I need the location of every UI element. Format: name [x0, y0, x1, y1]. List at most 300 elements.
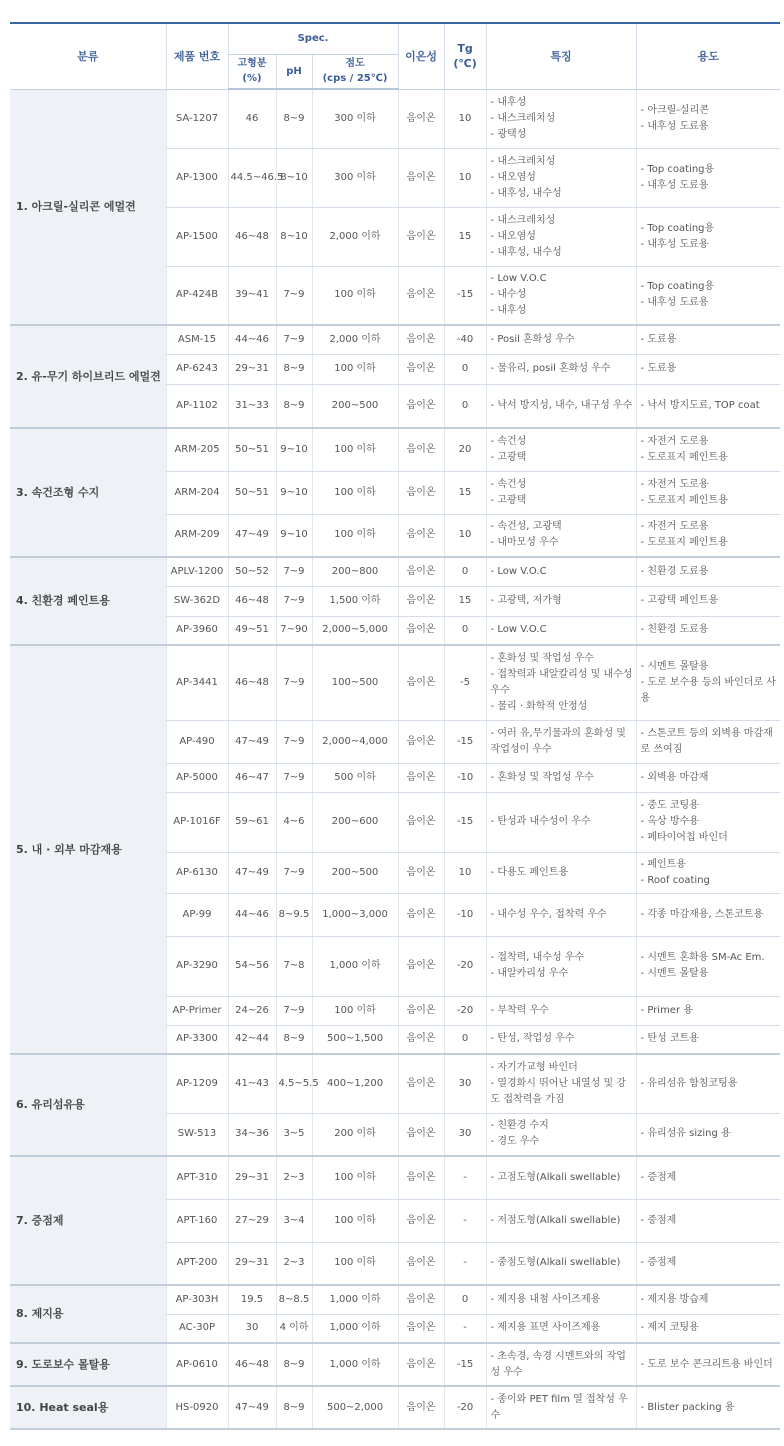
header-features: 특징 — [486, 23, 636, 89]
ionic-cell: 음이온 — [398, 1156, 444, 1199]
header-solids — [228, 54, 276, 89]
tg-cell: 10 — [444, 852, 486, 893]
features-line: - 다용도 페인트용 — [490, 866, 569, 878]
ph-cell: 7~9 — [276, 996, 312, 1025]
tg-cell: -10 — [444, 763, 486, 792]
ph-cell: 8~8.5 — [276, 1285, 312, 1314]
features-line: - 광택성 — [490, 128, 527, 140]
features-line: - Low V.O.C — [490, 624, 547, 636]
ph-cell: 7~9 — [276, 325, 312, 354]
product-no-cell: AP-6243 — [166, 354, 228, 384]
table-row — [10, 1054, 780, 1113]
features-line: - 내스크레치성 — [490, 112, 556, 124]
tg-cell: 0 — [444, 557, 486, 586]
tg-cell: 0 — [444, 354, 486, 384]
product-no-cell: HS-0920 — [166, 1386, 228, 1429]
usage-line: - 내후성 도료용 — [640, 179, 709, 191]
usage-cell — [636, 893, 780, 936]
usage-line: - 외벽용 마감재 — [640, 771, 709, 783]
features-line: - 낙서 방지성, 내수, 내구성 우수 — [490, 399, 633, 411]
table-row — [10, 1285, 780, 1314]
product-no-cell: ARM-205 — [166, 428, 228, 471]
usage-line: - 친환경 도료용 — [640, 565, 709, 577]
tg-cell: 15 — [444, 471, 486, 514]
header-tg-unit: (℃) — [453, 57, 477, 71]
ionic-cell: 음이온 — [398, 763, 444, 792]
ionic-cell: 음이온 — [398, 471, 444, 514]
ph-cell: 7~9 — [276, 586, 312, 616]
features-cell — [486, 586, 636, 616]
table-body — [10, 89, 780, 1429]
features-line: - 탄성과 내수성이 우수 — [490, 816, 591, 827]
solids-cell: 44~46 — [228, 325, 276, 354]
ionic-cell: 음이온 — [398, 1343, 444, 1386]
ionic-cell: 음이온 — [398, 207, 444, 266]
product-no-cell: APT-160 — [166, 1199, 228, 1242]
product-no-cell: AP-490 — [166, 720, 228, 763]
usage-line: - 자전거 도로용 — [640, 435, 709, 447]
solids-cell: 47~49 — [228, 1386, 276, 1429]
solids-cell: 42~44 — [228, 1025, 276, 1054]
features-cell — [486, 616, 636, 645]
ionic-cell: 음이온 — [398, 1025, 444, 1054]
tg-cell: 20 — [444, 428, 486, 471]
features-cell — [486, 1113, 636, 1156]
category-cell: 7. 증점제 — [10, 1156, 166, 1285]
usage-cell — [636, 1156, 780, 1199]
product-no-cell: AP-1300 — [166, 148, 228, 207]
product-no-cell: AP-5000 — [166, 763, 228, 792]
usage-line: - Top coating용 — [640, 163, 715, 175]
category-cell: 10. Heat seal용 — [10, 1386, 166, 1429]
category-cell: 6. 유리섬유용 — [10, 1054, 166, 1156]
ph-cell: 8~9 — [276, 384, 312, 428]
category-cell: 3. 속건조형 수지 — [10, 428, 166, 557]
product-no-cell: AP-303H — [166, 1285, 228, 1314]
usage-line: - 증점제 — [640, 1171, 677, 1183]
usage-line: - 도료용 — [640, 333, 677, 345]
header-tg-label: Tg — [457, 42, 473, 56]
features-cell — [486, 384, 636, 428]
features-cell — [486, 266, 636, 325]
features-cell — [486, 996, 636, 1025]
features-line: - 내후성, 내수성 — [490, 187, 562, 199]
product-no-cell: AP-424B — [166, 266, 228, 325]
tg-cell: -40 — [444, 325, 486, 354]
table-row — [10, 325, 780, 354]
product-no-cell: APLV-1200 — [166, 557, 228, 586]
table-header — [10, 23, 780, 89]
features-cell — [486, 354, 636, 384]
header-ph: pH — [276, 54, 312, 89]
ionic-cell: 음이온 — [398, 148, 444, 207]
ph-cell: 8~9 — [276, 1386, 312, 1429]
ionic-cell: 음이온 — [398, 1054, 444, 1113]
solids-cell: 24~26 — [228, 996, 276, 1025]
ionic-cell: 음이온 — [398, 428, 444, 471]
usage-line: - 내후성 도료용 — [640, 238, 709, 250]
usage-cell — [636, 557, 780, 586]
features-line: - 내후성, 내수성 — [490, 246, 562, 258]
solids-cell: 44~46 — [228, 893, 276, 936]
features-line: - 혼화성 및 작업성 우수 — [490, 652, 594, 664]
viscosity-cell: 2,000~4,000 — [312, 720, 398, 763]
product-spec-table — [10, 22, 780, 1430]
product-no-cell: AP-1209 — [166, 1054, 228, 1113]
tg-cell: -10 — [444, 893, 486, 936]
usage-cell — [636, 763, 780, 792]
table-row — [10, 1343, 780, 1386]
usage-line: - 자전거 도로용 — [640, 478, 709, 490]
tg-cell: 30 — [444, 1113, 486, 1156]
ionic-cell: 음이온 — [398, 1285, 444, 1314]
tg-cell: - — [444, 1156, 486, 1199]
usage-cell — [636, 720, 780, 763]
ionic-cell: 음이온 — [398, 89, 444, 148]
ph-cell: 9~10 — [276, 514, 312, 557]
usage-cell — [636, 586, 780, 616]
tg-cell: -20 — [444, 1386, 486, 1429]
tg-cell: 10 — [444, 148, 486, 207]
features-line: - 내스크레치성 — [490, 155, 556, 167]
product-no-cell: AP-3300 — [166, 1025, 228, 1054]
solids-cell: 46 — [228, 89, 276, 148]
usage-line: - 내후성 도료용 — [640, 297, 709, 309]
usage-cell — [636, 1285, 780, 1314]
features-line: - 제지용 표면 사이즈제용 — [490, 1322, 601, 1334]
solids-cell: 30 — [228, 1314, 276, 1343]
usage-line: - 낙서 방지도료, TOP coat — [640, 399, 760, 411]
usage-line: - 시멘트 혼화용 SM-Ac Em. — [640, 952, 765, 963]
solids-cell: 29~31 — [228, 354, 276, 384]
usage-line: - 도로표지 페인트용 — [640, 451, 728, 463]
ionic-cell: 음이온 — [398, 1199, 444, 1242]
solids-cell: 50~51 — [228, 471, 276, 514]
viscosity-cell: 200~600 — [312, 792, 398, 852]
solids-cell: 49~51 — [228, 616, 276, 645]
usage-line: - 각종 마감재용, 스톤코트용 — [640, 908, 764, 920]
usage-cell — [636, 1343, 780, 1386]
features-line: - 고광택 — [490, 451, 527, 463]
ionic-cell: 음이온 — [398, 586, 444, 616]
ph-cell: 7~9 — [276, 720, 312, 763]
features-cell — [486, 89, 636, 148]
features-line: - 물유리, posil 혼화성 우수 — [490, 363, 611, 374]
usage-cell — [636, 266, 780, 325]
solids-cell: 31~33 — [228, 384, 276, 428]
usage-line: - 친환경 도료용 — [640, 624, 709, 636]
features-cell — [486, 471, 636, 514]
solids-cell: 27~29 — [228, 1199, 276, 1242]
ph-cell: 8~10 — [276, 148, 312, 207]
usage-line: - 제지용 방습제 — [640, 1293, 709, 1305]
solids-cell: 29~31 — [228, 1156, 276, 1199]
viscosity-cell: 100 이하 — [312, 1242, 398, 1285]
tg-cell: 0 — [444, 384, 486, 428]
usage-cell — [636, 89, 780, 148]
viscosity-cell: 100 이하 — [312, 1199, 398, 1242]
features-cell — [486, 936, 636, 996]
features-line: - 여러 유,무기물과의 혼화성 및 작업성이 우수 — [490, 727, 626, 755]
usage-cell — [636, 148, 780, 207]
ionic-cell: 음이온 — [398, 616, 444, 645]
features-line: - 내오염성 — [490, 171, 536, 183]
product-no-cell: ARM-204 — [166, 471, 228, 514]
category-cell: 9. 도로보수 몰탈용 — [10, 1343, 166, 1386]
usage-cell — [636, 384, 780, 428]
solids-cell: 39~41 — [228, 266, 276, 325]
viscosity-cell: 1,000 이하 — [312, 1343, 398, 1386]
solids-cell: 19.5 — [228, 1285, 276, 1314]
ionic-cell: 음이온 — [398, 936, 444, 996]
category-cell: 1. 아크릴-실리콘 에멀젼 — [10, 89, 166, 325]
usage-line: - 페타이어칩 바인더 — [640, 832, 728, 843]
usage-line: - 중도 코팅용 — [640, 800, 699, 811]
usage-line: - 시멘트 몰탈용 — [640, 660, 709, 672]
tg-cell: -15 — [444, 1343, 486, 1386]
solids-cell: 41~43 — [228, 1054, 276, 1113]
tg-cell: 0 — [444, 1285, 486, 1314]
features-cell — [486, 852, 636, 893]
viscosity-cell: 200~800 — [312, 557, 398, 586]
table-row — [10, 557, 780, 586]
features-line: - 물리 · 화학적 안정성 — [490, 700, 588, 712]
solids-cell: 46~47 — [228, 763, 276, 792]
header-category: 분류 — [10, 23, 166, 89]
usage-line: - 아크릴-실리콘 — [640, 104, 709, 116]
tg-cell: -20 — [444, 996, 486, 1025]
features-line: - 접착력, 내수성 우수 — [490, 952, 585, 963]
ionic-cell: 음이온 — [398, 354, 444, 384]
viscosity-cell: 2,000 이하 — [312, 325, 398, 354]
solids-cell: 47~49 — [228, 720, 276, 763]
viscosity-cell: 1,000 이하 — [312, 936, 398, 996]
usage-cell — [636, 514, 780, 557]
usage-cell — [636, 1314, 780, 1343]
usage-cell — [636, 1242, 780, 1285]
ph-cell: 7~9 — [276, 266, 312, 325]
tg-cell: 10 — [444, 514, 486, 557]
ionic-cell: 음이온 — [398, 645, 444, 720]
solids-cell: 46~48 — [228, 1343, 276, 1386]
product-no-cell: ASM-15 — [166, 325, 228, 354]
ph-cell: 7~8 — [276, 936, 312, 996]
solids-cell: 46~48 — [228, 207, 276, 266]
viscosity-cell: 100~500 — [312, 645, 398, 720]
header-solids-label: 고형분 — [237, 58, 267, 70]
viscosity-cell: 100 이하 — [312, 471, 398, 514]
tg-cell: 30 — [444, 1054, 486, 1113]
viscosity-cell: 500~1,500 — [312, 1025, 398, 1054]
ionic-cell: 음이온 — [398, 557, 444, 586]
viscosity-cell: 100 이하 — [312, 996, 398, 1025]
usage-line: - 내후성 도료용 — [640, 120, 709, 132]
usage-line: - 도로표지 페인트용 — [640, 494, 728, 506]
tg-cell: 15 — [444, 207, 486, 266]
product-no-cell: AP-1102 — [166, 384, 228, 428]
features-cell — [486, 557, 636, 586]
header-viscosity-label: 점도 — [345, 58, 365, 70]
category-cell: 8. 제지용 — [10, 1285, 166, 1343]
tg-cell: - — [444, 1242, 486, 1285]
usage-cell — [636, 996, 780, 1025]
ionic-cell: 음이온 — [398, 325, 444, 354]
ionic-cell: 음이온 — [398, 1113, 444, 1156]
viscosity-cell: 1,500 이하 — [312, 586, 398, 616]
features-line: - 내알카리성 우수 — [490, 968, 569, 979]
usage-line: - 도로 보수 콘크리트용 바인더 — [640, 1358, 773, 1370]
tg-cell: -15 — [444, 266, 486, 325]
features-line: - 내마모성 우수 — [490, 537, 559, 549]
header-tg — [444, 23, 486, 89]
viscosity-cell: 1,000 이하 — [312, 1285, 398, 1314]
ionic-cell: 음이온 — [398, 266, 444, 325]
features-line: - Low V.O.C — [490, 273, 547, 285]
features-line: - 속건성, 고광택 — [490, 521, 562, 533]
features-cell — [486, 1156, 636, 1199]
tg-cell: 0 — [444, 616, 486, 645]
table-row — [10, 645, 780, 720]
header-usage: 용도 — [636, 23, 780, 89]
usage-line: - 도로 보수용 등의 바인더로 사용 — [640, 676, 776, 704]
usage-line: - 도료용 — [640, 363, 677, 374]
features-cell — [486, 645, 636, 720]
features-line: - 내스크레치성 — [490, 214, 556, 226]
viscosity-cell: 200 이하 — [312, 1113, 398, 1156]
ph-cell: 7~9 — [276, 645, 312, 720]
viscosity-cell: 300 이하 — [312, 89, 398, 148]
ionic-cell: 음이온 — [398, 852, 444, 893]
features-cell — [486, 1285, 636, 1314]
usage-line: - Blister packing 용 — [640, 1401, 735, 1413]
ph-cell: 4 이하 — [276, 1314, 312, 1343]
ph-cell: 4.5~5.5 — [276, 1054, 312, 1113]
product-no-cell: AP-3960 — [166, 616, 228, 645]
features-cell — [486, 1242, 636, 1285]
tg-cell: -5 — [444, 645, 486, 720]
features-line: - 속건성 — [490, 478, 527, 490]
tg-cell: -15 — [444, 792, 486, 852]
product-no-cell: ARM-209 — [166, 514, 228, 557]
features-cell — [486, 1314, 636, 1343]
viscosity-cell: 2,000 이하 — [312, 207, 398, 266]
usage-cell — [636, 616, 780, 645]
usage-cell — [636, 428, 780, 471]
table-row — [10, 428, 780, 471]
ph-cell: 8~10 — [276, 207, 312, 266]
features-cell — [486, 325, 636, 354]
ionic-cell: 음이온 — [398, 1386, 444, 1429]
category-cell: 2. 유-무기 하이브리드 에멀젼 — [10, 325, 166, 428]
usage-line: - 페인트용 — [640, 858, 686, 870]
features-cell — [486, 792, 636, 852]
usage-line: - 시멘트 몰탈용 — [640, 968, 709, 979]
product-no-cell: AP-6130 — [166, 852, 228, 893]
viscosity-cell: 100 이하 — [312, 354, 398, 384]
product-no-cell: AP-3290 — [166, 936, 228, 996]
usage-cell — [636, 207, 780, 266]
tg-cell: - — [444, 1199, 486, 1242]
usage-line: - 고광택 페인트용 — [640, 595, 719, 606]
solids-cell: 50~51 — [228, 428, 276, 471]
ph-cell: 3~4 — [276, 1199, 312, 1242]
ph-cell: 8~9.5 — [276, 893, 312, 936]
solids-cell: 29~31 — [228, 1242, 276, 1285]
viscosity-cell: 100 이하 — [312, 514, 398, 557]
usage-line: - 탄성 코트용 — [640, 1033, 699, 1045]
ionic-cell: 음이온 — [398, 384, 444, 428]
features-line: - 내후성 — [490, 305, 527, 317]
usage-line: - 제지 코팅용 — [640, 1322, 699, 1334]
product-no-cell: AP-1016F — [166, 792, 228, 852]
tg-cell: - — [444, 1314, 486, 1343]
features-cell — [486, 514, 636, 557]
usage-cell — [636, 354, 780, 384]
header-viscosity-unit: (cps / 25℃) — [322, 73, 388, 85]
viscosity-cell: 500~2,000 — [312, 1386, 398, 1429]
ph-cell: 7~9 — [276, 557, 312, 586]
ph-cell: 7~9 — [276, 852, 312, 893]
ph-cell: 8~9 — [276, 89, 312, 148]
features-cell — [486, 148, 636, 207]
ionic-cell: 음이온 — [398, 792, 444, 852]
features-cell — [486, 893, 636, 936]
usage-line: - 자전거 도로용 — [640, 521, 709, 533]
viscosity-cell: 100 이하 — [312, 1156, 398, 1199]
features-cell — [486, 763, 636, 792]
tg-cell: -15 — [444, 720, 486, 763]
features-line: - 내오염성 — [490, 230, 536, 242]
viscosity-cell: 400~1,200 — [312, 1054, 398, 1113]
viscosity-cell: 200~500 — [312, 852, 398, 893]
viscosity-cell: 200~500 — [312, 384, 398, 428]
product-no-cell: SW-362D — [166, 586, 228, 616]
table-row — [10, 89, 780, 148]
viscosity-cell: 1,000 이하 — [312, 1314, 398, 1343]
solids-cell: 47~49 — [228, 852, 276, 893]
product-no-cell: SW-513 — [166, 1113, 228, 1156]
usage-cell — [636, 1199, 780, 1242]
features-cell — [486, 1386, 636, 1429]
viscosity-cell: 300 이하 — [312, 148, 398, 207]
features-cell — [486, 1054, 636, 1113]
features-line: - 고광택 — [490, 494, 527, 506]
header-viscosity — [312, 54, 398, 89]
header-ionic: 이온성 — [398, 23, 444, 89]
usage-cell — [636, 852, 780, 893]
product-no-cell: SA-1207 — [166, 89, 228, 148]
product-no-cell: AP-Primer — [166, 996, 228, 1025]
category-cell: 5. 내 · 외부 마감재용 — [10, 645, 166, 1054]
viscosity-cell: 100 이하 — [312, 266, 398, 325]
usage-line: - Primer 용 — [640, 1004, 693, 1016]
tg-cell: 10 — [444, 89, 486, 148]
features-line: - 종이와 PET film 열 접착성 우수 — [490, 1393, 628, 1421]
features-line: - 혼화성 및 작업성 우수 — [490, 771, 594, 783]
features-line: - 친환경 수지 — [490, 1120, 549, 1132]
features-cell — [486, 428, 636, 471]
ph-cell: 8~9 — [276, 354, 312, 384]
features-line: - 고점도형(Alkali swellable) — [490, 1171, 621, 1183]
usage-line: - Roof coating — [640, 874, 710, 886]
usage-cell — [636, 1386, 780, 1429]
ionic-cell: 음이온 — [398, 893, 444, 936]
ionic-cell: 음이온 — [398, 1314, 444, 1343]
usage-line: - 옥상 방수용 — [640, 816, 699, 827]
product-no-cell: APT-310 — [166, 1156, 228, 1199]
usage-line: - 스톤코트 등의 외벽용 마감재로 쓰여짐 — [640, 727, 773, 755]
features-line: - 속건성 — [490, 435, 527, 447]
